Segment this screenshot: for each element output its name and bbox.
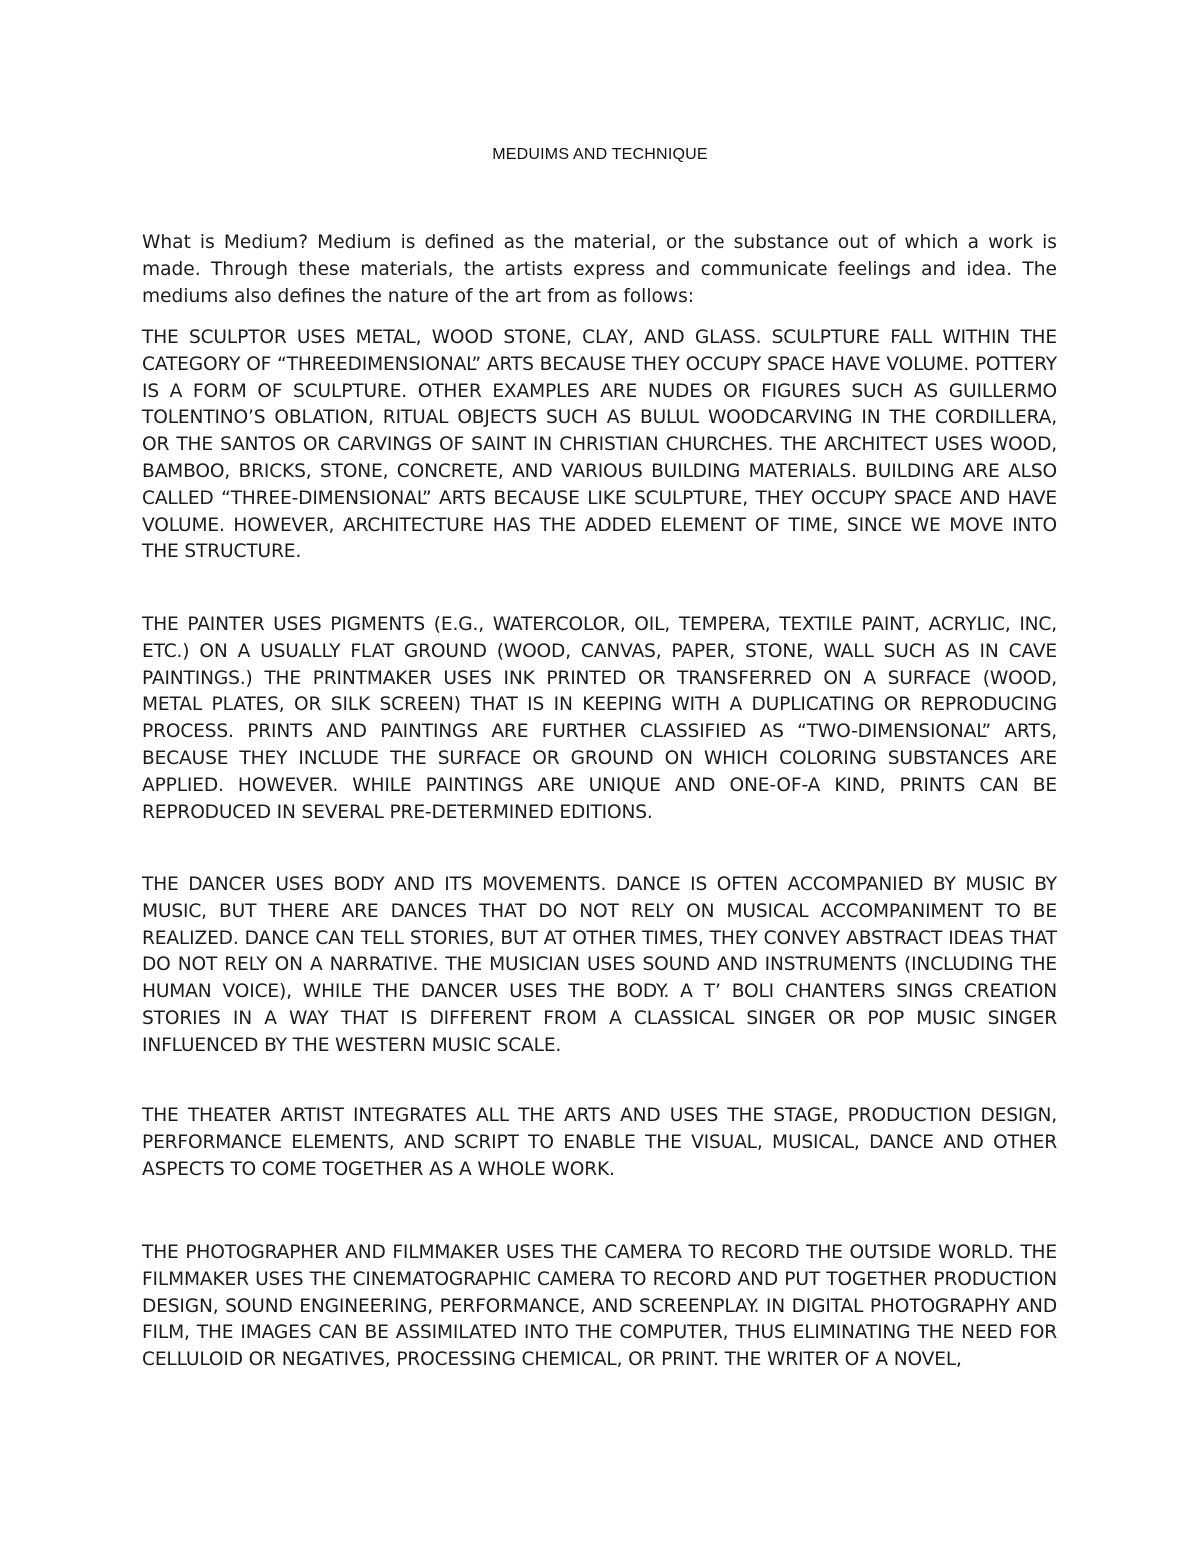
paragraph-theater: THE THEATER ARTIST INTEGRATES ALL THE ARTS AND USES THE STAGE, PRODUCTION DESIGN, PERFORMANCE ELEMENTS, AND SCRIPT TO ENABLE THE VISUAL, MUSICAL, DANCE AND OTHER ASPECTS TO COME TOGETHER AS A WHOLE WORK. <box>142 1105 1057 1180</box>
paragraph-painter: THE PAINTER USES PIGMENTS (E.G., WATERCOLOR, OIL, TEMPERA, TEXTILE PAINT, ACRYLIC, INC, ETC.) ON A USUALLY FLAT GROUND (WOOD, CANVAS, PAPER, STONE, WALL SUCH AS IN CAVE PAINTINGS.) THE PRINTMAKER USES INK PRINTED OR TRANSFERRED ON A SURFACE (WOOD, METAL PLATES, OR SILK SCREEN) THAT IS IN KEEPING WITH A DUPLICATING OR REPRODUCING PROCESS. PRINTS AND PAINTINGS ARE FURTHER CLASSIFIED AS “TWO-DIMENSIONAL” ARTS, BECAUSE THEY INCLUDE THE SURFACE OR GROUND ON WHICH COLORING SUBSTANCES ARE APPLIED. HOWEVER. WHILE PAINTINGS ARE UNIQUE AND ONE-OF-A KIND, PRINTS CAN BE REPRODUCED IN SEVERAL PRE-DETERMINED EDITIONS. <box>142 614 1057 823</box>
paragraph-sculptor: THE SCULPTOR USES METAL, WOOD STONE, CLAY, AND GLASS. SCULPTURE FALL WITHIN THE CATEGORY OF “THREEDIMENSIONAL” ARTS BECAUSE THEY OCCUPY SPACE HAVE VOLUME. POTTERY IS A FORM OF SCULPTURE. OTHER EXAMPLES ARE NUDES OR FIGURES SUCH AS GUILLERMO TOLENTINO’S OBLATION, RITUAL OBJECTS SUCH AS BULUL WOODCARVING IN THE CORDILLERA, OR THE SANTOS OR CARVINGS OF SAINT IN CHRISTIAN CHURCHES. THE ARCHITECT USES WOOD, BAMBOO, BRICKS, STONE, CONCRETE, AND VARIOUS BUILDING MATERIALS. BUILDING ARE ALSO CALLED “THREE-DIMENSIONAL” ARTS BECAUSE LIKE SCULPTURE, THEY OCCUPY SPACE AND HAVE VOLUME. HOWEVER, ARCHITECTURE HAS THE ADDED ELEMENT OF TIME, SINCE WE MOVE INTO THE STRUCTURE. <box>142 327 1057 563</box>
document-title: MEDUIMS AND TECHNIQUE <box>492 146 708 163</box>
paragraph-medium-definition: What is Medium? Medium is defined as the material, or the substance out of which a work is made. Through these materials, the artists express and communicate feelings and idea. The mediums also defines the nature of the art from as follows: <box>142 232 1057 307</box>
paragraph-photographer: THE PHOTOGRAPHER AND FILMMAKER USES THE CAMERA TO RECORD THE OUTSIDE WORLD. THE FILMMAKER USES THE CINEMATOGRAPHIC CAMERA TO RECORD AND PUT TOGETHER PRODUCTION DESIGN, SOUND ENGINEERING, PERFORMANCE, AND SCREENPLAY. IN DIGITAL PHOTOGRAPHY AND FILM, THE IMAGES CAN BE ASSIMILATED INTO THE COMPUTER, THUS ELIMINATING THE NEED FOR CELLULOID OR NEGATIVES, PROCESSING CHEMICAL, OR PRINT. THE WRITER OF A NOVEL, <box>142 1242 1057 1371</box>
paragraph-dancer: THE DANCER USES BODY AND ITS MOVEMENTS. DANCE IS OFTEN ACCOMPANIED BY MUSIC BY MUSIC, BUT THERE ARE DANCES THAT DO NOT RELY ON MUSICAL ACCOMPANIMENT TO BE REALIZED. DANCE CAN TELL STORIES, BUT AT OTHER TIMES, THEY CONVEY ABSTRACT IDEAS THAT DO NOT RELY ON A NARRATIVE. THE MUSICIAN USES SOUND AND INSTRUMENTS (INCLUDING THE HUMAN VOICE), WHILE THE DANCER USES THE BODY. A T’ BOLI CHANTERS SINGS CREATION STORIES IN A WAY THAT IS DIFFERENT FROM A CLASSICAL SINGER OR POP MUSIC SINGER INFLUENCED BY THE WESTERN MUSIC SCALE. <box>142 874 1057 1056</box>
